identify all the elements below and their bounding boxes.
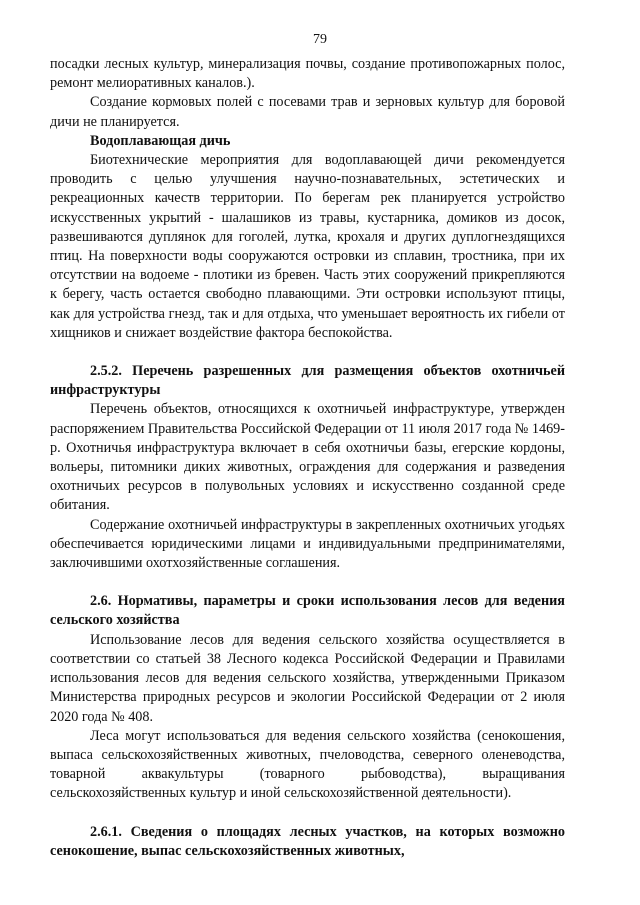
page-number: 79 [313, 32, 327, 47]
page-content [50, 55, 565, 861]
paragraph-forest-activities: Леса могут использоваться для ведения сельского хозяйства (сенокошения, выпаса сельскохозяйственных животных, пчеловодства, северного оленеводства, товарной аквакультуры (товарного рыбоводства), выращивания сельскохозяйственных культур и иной сельскохозяйственной деятельности). [50, 727, 565, 802]
paragraph-continuation: посадки лесных культур, минерализация почвы, создание противопожарных полос, ремонт мелиоративных каналов.). [50, 56, 565, 92]
section-heading-2-5-2: 2.5.2. Перечень разрешенных для размещения объектов охотничьей инфраструктуры [50, 363, 565, 399]
subheading-waterfowl: Водоплавающая дичь [90, 132, 231, 149]
paragraph-infrastructure-maintenance: Содержание охотничьей инфраструктуры в закрепленных охотничьих угодьях обеспечивается юридическими лицами и индивидуальными предпринимателями, заключившими охотхозяйственные соглашения. [50, 516, 565, 572]
section-heading-2-6: 2.6. Нормативы, параметры и сроки использования лесов для ведения сельского хозяйства [50, 593, 565, 629]
paragraph-feed-fields: Создание кормовых полей с посевами трав и зерновых культур для боровой дичи не планируется. [50, 94, 565, 130]
paragraph-infrastructure-list: Перечень объектов, относящихся к охотничьей инфраструктуре, утвержден распоряжением Правительства Российской Федерации от 11 июля 2017 года № 1469-р. Охотничья инфраструктура включает в себя охотничьи базы, егерские кордоны, вольеры, питомники диких животных, ограждения для содержания и разведения охотничьих ресурсов в полувольных условиях и искусственно созданной среде обитания. [50, 401, 565, 514]
paragraph-forest-use: Использование лесов для ведения сельского хозяйства осуществляется в соответствии со статьей 38 Лесного кодекса Российской Федерации и Правилами использования лесов для ведения сельского хозяйства, утвержденными Приказом Министерства природных ресурсов и экологии Российской Федерации от 2 июля 2020 года № 408. [50, 631, 565, 725]
section-heading-2-6-1: 2.6.1. Сведения о площадях лесных участков, на которых возможно сенокошение, выпас сельскохозяйственных животных, [50, 823, 565, 859]
paragraph-waterfowl: Биотехнические мероприятия для водоплавающей дичи рекомендуется проводить с целью улучшения научно-познавательных, эстетических и рекреационных качеств территории. По берегам рек планируется устройство искусственных укрытий - шалашиков из травы, кустарника, домиков из досок, развешиваются дуплянок для гоголей, лутка, крохаля и других дуплогнездящихся птиц. На поверхности воды сооружаются островки из сплавин, тростника, при их отсутствии на водоеме - плотики из бревен. Часть этих сооружений прикрепляются к берегу, часть остается свободно плавающими. Эти островки используют птицы, как для устройства гнезд, так и для отдыха, что уменьшает вероятность их гибели от хищников и снижает воздействие фактора беспокойства. [50, 152, 565, 341]
